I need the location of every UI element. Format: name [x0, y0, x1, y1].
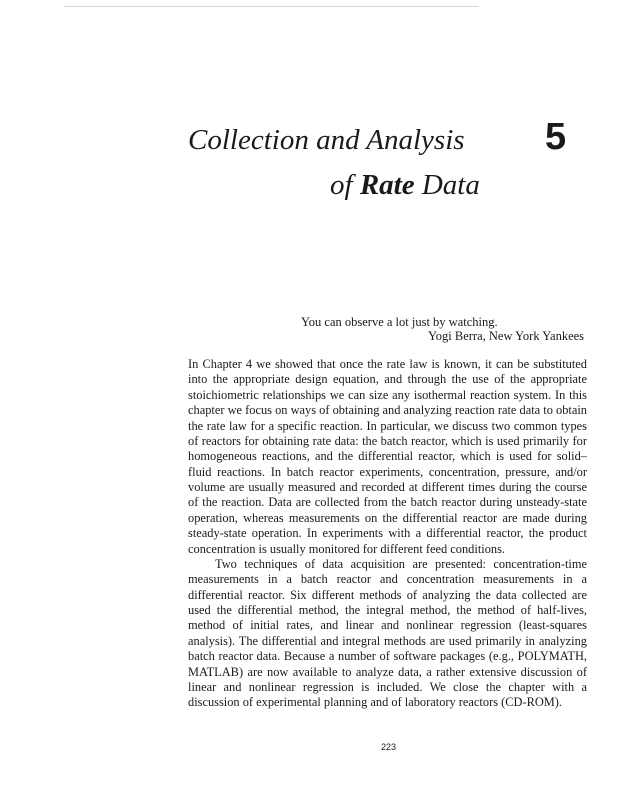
epigraph-quote: You can observe a lot just by watching.: [301, 315, 498, 329]
chapter-title-line1: Collection and Analysis: [188, 124, 465, 156]
title-bold-word: Rate: [359, 169, 415, 201]
title-prefix: of: [330, 169, 360, 201]
chapter-number: 5: [545, 116, 567, 158]
paragraph: Two techniques of data acquisition are presented: concentration-time measurements in a batch reactor and concentration measurements in a differential reactor. Six different methods of analyzing the data collected are used the differential method, the integral method, the method of half-lives, method of initial rates, and linear and nonlinear regression (least-squares analysis). The differential and integral methods are used primarily in analyzing batch reactor data. Because a number of software packages (e.g., POLYMATH, MATLAB) are now available to analyze data, a rather extensive discussion of linear and nonlinear regression is included. We close the chapter with a discussion of experimental planning and of laboratory reactors (CD-ROM).: [188, 556, 587, 710]
paragraph: In Chapter 4 we showed that once the rate law is known, it can be substituted into the appropriate design equation, and through the use of the appropriate stoichiometric relationships we can size any isothermal reaction system. In this chapter we focus on ways of obtaining and analyzing reaction rate data to obtain the rate law for a specific reaction. In particular, we discuss two common types of reactors for obtaining rate data: the batch reactor, which is used primarily for homogeneous reactions, and the differential reactor, which is used for solid–fluid reactions. In batch reactor experiments, concentration, pressure, and/or volume are usually measured and recorded at different times during the course of the reaction. Data are collected from the batch reactor during unsteady-state operation, whereas measurements on the differential reactor are made during steady-state operation. In experiments with a differential reactor, the product concentration is usually monitored for different feed conditions.: [188, 357, 587, 556]
page-number: 223: [381, 742, 397, 752]
body-text: [188, 357, 587, 711]
top-rule: [64, 6, 479, 7]
chapter-title-line2: [330, 169, 480, 202]
title-suffix: Data: [414, 169, 480, 201]
epigraph-attribution: Yogi Berra, New York Yankees: [428, 329, 585, 343]
